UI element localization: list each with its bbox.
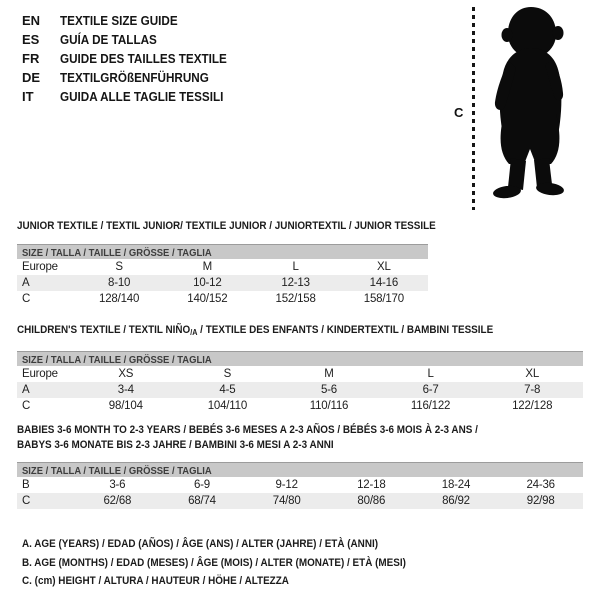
baby-silhouette-icon (480, 6, 580, 206)
region-label: Europe (22, 261, 58, 273)
language-code: IT (22, 89, 34, 104)
size-bar-label: SIZE / TALLA / TAILLE / GRÖSSE / TAGLIA (22, 354, 212, 366)
value-cell: 7-8 (524, 384, 541, 396)
size-bar-label: SIZE / TALLA / TAILLE / GRÖSSE / TAGLIA (22, 465, 212, 477)
height-dashed-line (472, 7, 475, 210)
value-cell: 116/122 (410, 400, 451, 412)
value-cell: 10-12 (193, 277, 222, 289)
row-label: B (22, 479, 30, 491)
table-row-age (17, 382, 583, 398)
size-header: L (427, 368, 434, 380)
region-label: Europe (22, 368, 58, 380)
table-row-age-months (17, 477, 583, 493)
language-code: DE (22, 70, 41, 85)
value-cell: 5-6 (320, 384, 337, 396)
row-label: C (22, 495, 31, 507)
language-label: GUIDA ALLE TAGLIE TESSILI (60, 89, 224, 104)
size-header: S (223, 368, 232, 380)
language-label: TEXTILE SIZE GUIDE (60, 13, 178, 28)
table-row-height (17, 291, 428, 307)
value-cell: 140/152 (187, 293, 228, 305)
babies-textile-section (17, 423, 583, 509)
row-label: A (22, 277, 30, 289)
title-line-2: BABYS 3-6 MONATE BIS 2-3 JAHRE / BAMBINI 3-6 MESI A 2-3 ANNI (17, 439, 334, 451)
size-header: XL (525, 368, 540, 380)
value-cell: 8-10 (108, 277, 131, 289)
table-row-age (17, 275, 428, 291)
value-cell: 80/86 (357, 495, 386, 507)
value-cell: 12-13 (281, 277, 310, 289)
value-cell: 18-24 (441, 479, 471, 491)
language-code: EN (22, 13, 41, 28)
junior-textile-section (17, 216, 436, 307)
height-measure-label: C (454, 105, 464, 120)
value-cell: 74/80 (272, 495, 301, 507)
title-part: / TEXTILE DES ENFANTS / KINDERTEXTIL / BAMBINI TESSILE (197, 324, 494, 336)
row-label: A (22, 384, 30, 396)
section-title-babies (17, 423, 478, 453)
title-subscript: /A (190, 328, 198, 337)
value-cell: 9-12 (275, 479, 298, 491)
value-cell: 3-4 (117, 384, 134, 396)
language-row-es (22, 30, 245, 49)
language-label: TEXTILGRÖßENFÜHRUNG (60, 70, 209, 85)
language-row-fr (22, 49, 245, 68)
value-cell: 152/158 (275, 293, 316, 305)
row-label: C (22, 400, 31, 412)
language-row-it (22, 87, 245, 106)
value-cell: 98/104 (108, 400, 143, 412)
children-table (17, 366, 583, 414)
legend-notes (22, 534, 600, 590)
value-cell: 24-36 (526, 479, 555, 491)
babies-table (17, 477, 583, 509)
row-label: C (22, 293, 31, 305)
table-row-height (17, 398, 583, 414)
size-bar (17, 244, 428, 259)
language-label: GUÍA DE TALLAS (60, 32, 157, 47)
size-bar (17, 462, 583, 477)
size-header: M (202, 261, 213, 273)
value-cell: 62/68 (103, 495, 132, 507)
value-cell: 14-16 (369, 277, 399, 289)
language-row-en (22, 11, 245, 30)
value-cell: 86/92 (442, 495, 470, 507)
value-cell: 92/98 (526, 495, 555, 507)
title-part: CHILDREN'S TEXTILE / TEXTIL NIÑO (17, 324, 191, 336)
size-header: M (324, 368, 334, 380)
value-cell: 12-18 (357, 479, 386, 491)
size-header: XS (118, 368, 134, 380)
title-line-1: BABIES 3-6 MONTH TO 2-3 YEARS / BEBÉS 3-6 MESES A 2-3 AÑOS / BÉBÉS 3-6 MOIS À 2-3 ANS / (17, 424, 478, 436)
value-cell: 110/116 (309, 400, 349, 412)
language-label: GUIDE DES TAILLES TEXTILE (60, 51, 227, 66)
value-cell: 4-5 (219, 384, 236, 396)
value-cell: 104/110 (207, 400, 248, 412)
size-header: L (292, 261, 299, 273)
value-cell: 122/128 (512, 400, 553, 412)
table-header-row (17, 259, 428, 275)
language-row-de (22, 68, 245, 87)
section-title-junior: JUNIOR TEXTILE / TEXTIL JUNIOR/ TEXTILE JUNIOR / JUNIORTEXTIL / JUNIOR TESSILE (17, 220, 436, 232)
size-header: S (115, 261, 123, 273)
section-title-children (17, 324, 493, 339)
language-code: FR (22, 51, 40, 66)
note-b: B. AGE (MONTHS) / EDAD (MESES) / ÂGE (MOIS) / ALTER (MONATE) / ETÀ (MESI) (22, 556, 406, 569)
value-cell: 6-9 (193, 479, 210, 491)
table-header-row (17, 366, 583, 382)
value-cell: 3-6 (109, 479, 126, 491)
value-cell: 128/140 (99, 293, 140, 305)
value-cell: 6-7 (422, 384, 439, 396)
size-bar (17, 351, 583, 366)
childrens-textile-section (17, 320, 583, 414)
language-code: ES (22, 32, 40, 47)
value-cell: 158/170 (363, 293, 404, 305)
language-list (22, 11, 245, 106)
note-a: A. AGE (YEARS) / EDAD (AÑOS) / ÂGE (ANS) / ALTER (JAHRE) / ETÀ (ANNI) (22, 538, 379, 550)
table-row-height (17, 493, 583, 509)
size-header: XL (377, 261, 391, 273)
junior-table (17, 259, 428, 307)
note-c: C. (cm) HEIGHT / ALTURA / HAUTEUR / HÖHE / ALTEZZA (22, 575, 289, 587)
value-cell: 68/74 (188, 495, 216, 507)
size-bar-label: SIZE / TALLA / TAILLE / GRÖSSE / TAGLIA (22, 247, 212, 259)
